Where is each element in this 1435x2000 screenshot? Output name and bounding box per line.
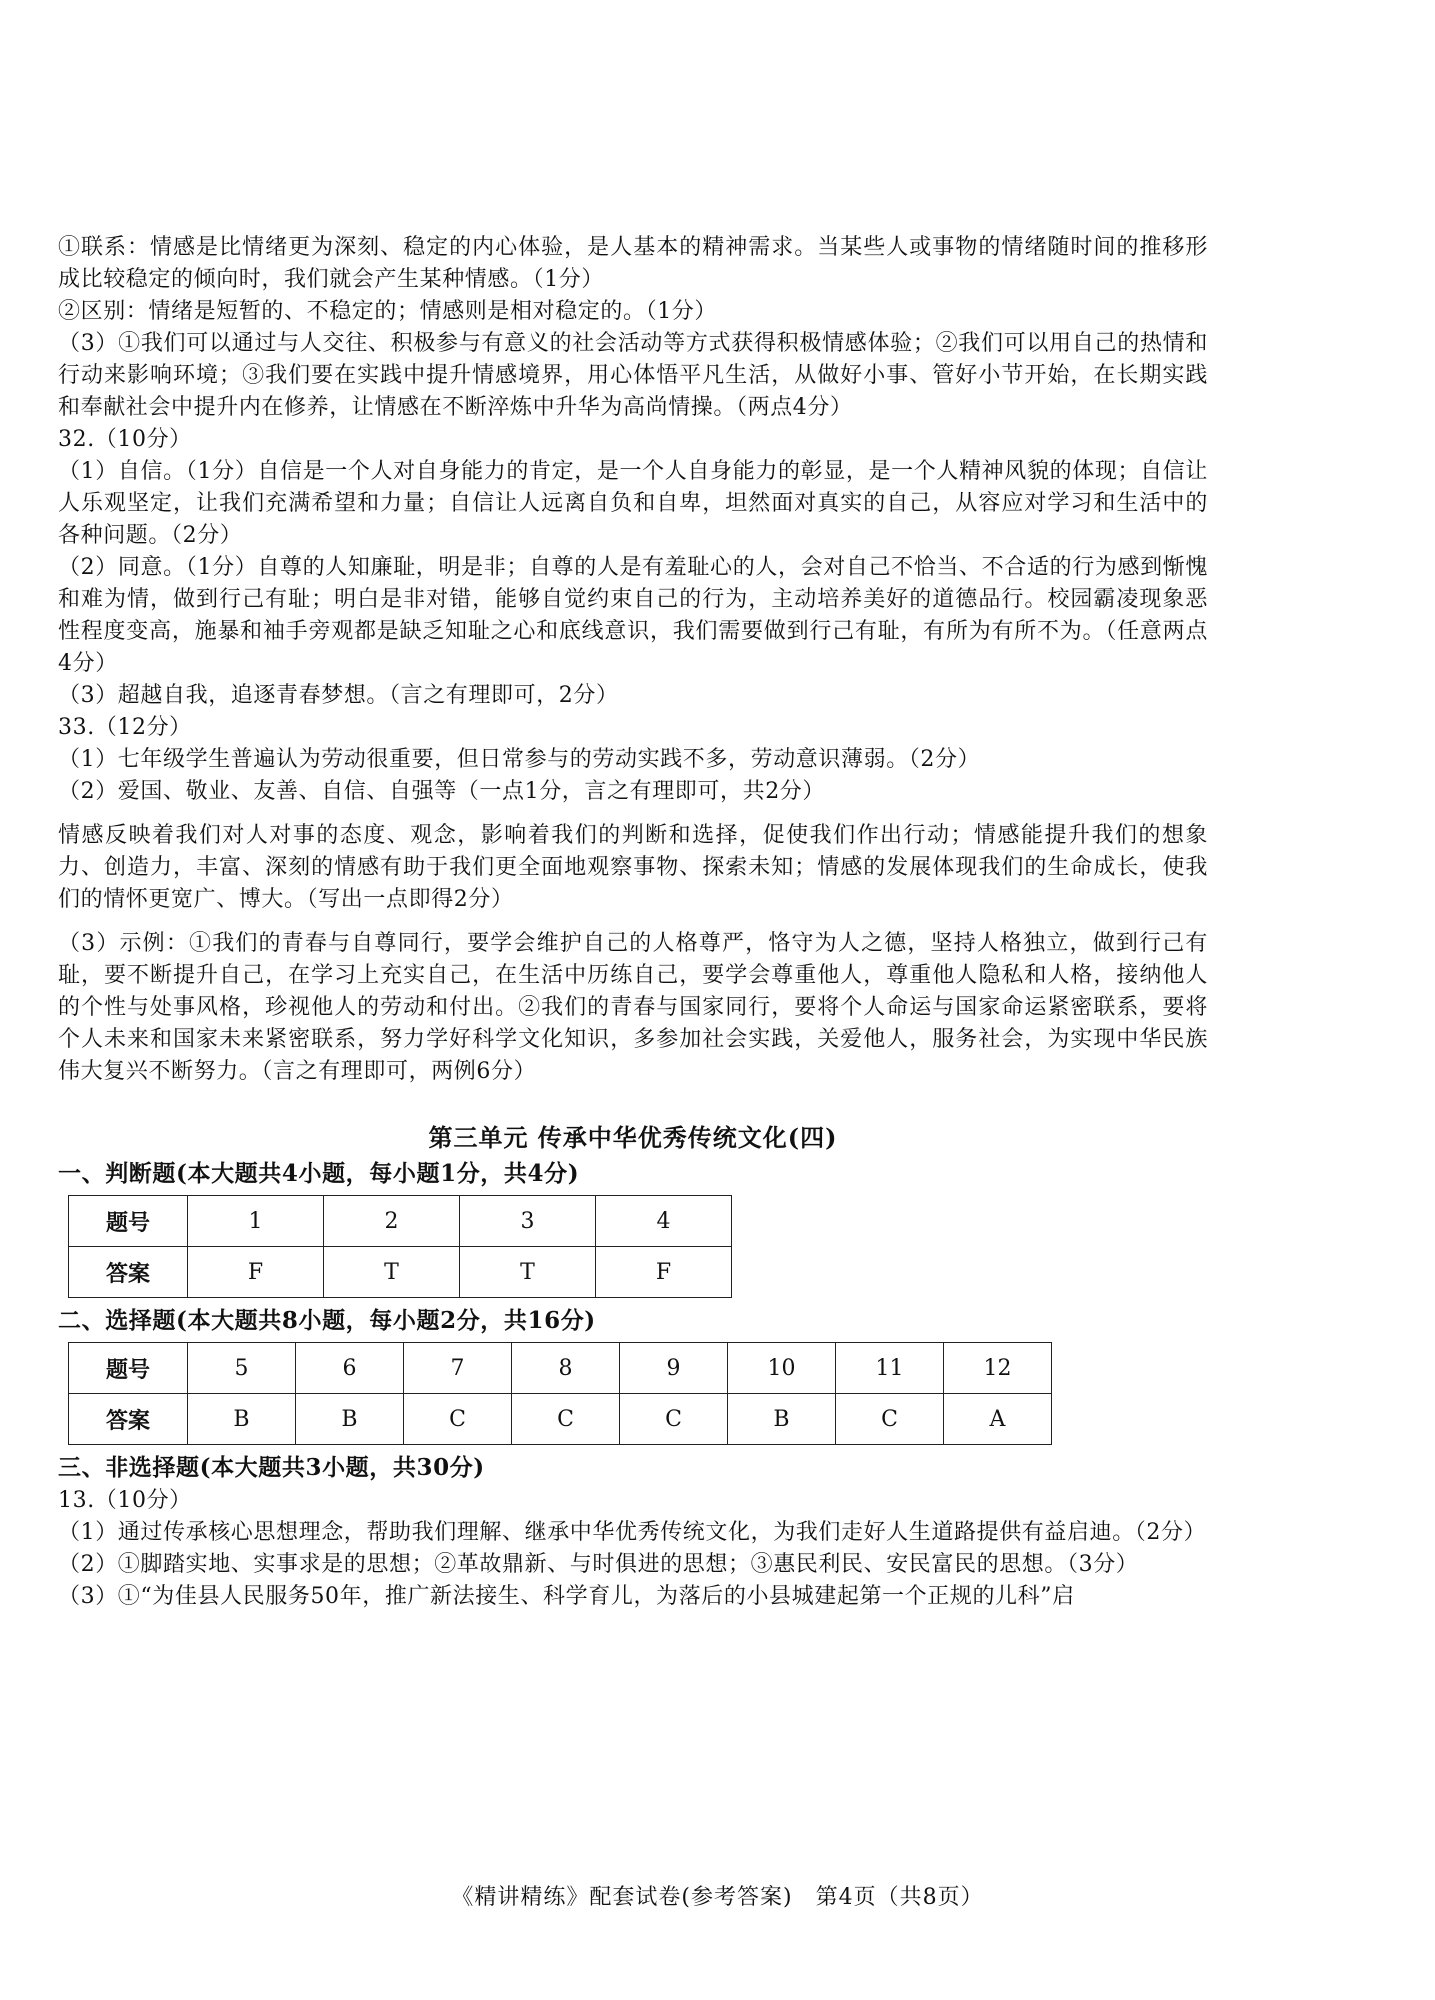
paragraph: （3）超越自我，追逐青春梦想。（言之有理即可，2分）: [58, 683, 619, 708]
question-heading: 33.（12分）: [58, 715, 192, 740]
page-footer: 《精讲精练》配套试卷(参考答案) 第4页（共8页）: [451, 1885, 984, 1910]
table-row: [69, 1247, 732, 1298]
question-heading: 32.（10分）: [58, 427, 192, 452]
unit-title: 第三单元 传承中华优秀传统文化(四): [428, 1123, 838, 1152]
part-title: 二、选择题(本大题共8小题，每小题2分，共16分): [58, 1307, 596, 1334]
part-title: 三、非选择题(本大题共3小题，共30分): [58, 1454, 485, 1481]
table-head-cell: 题号: [69, 1196, 188, 1247]
table-cell: F: [596, 1247, 732, 1298]
table-cell: C: [620, 1394, 728, 1445]
paragraph: （2）①脚踏实地、实事求是的思想；②革故鼎新、与时俱进的思想；③惠民利民、安民富民的思想。（3分）: [58, 1552, 1139, 1577]
table-row: [69, 1343, 1052, 1394]
paragraph: （1）七年级学生普遍认为劳动很重要，但日常参与的劳动实践不多，劳动意识薄弱。（2分）: [58, 747, 981, 772]
table-cell: 10: [728, 1343, 836, 1394]
table-row: [69, 1196, 732, 1247]
table-cell: 11: [836, 1343, 944, 1394]
table-cell: F: [188, 1247, 324, 1298]
table-cell: 2: [324, 1196, 460, 1247]
table-head-cell: 答案: [69, 1247, 188, 1298]
paragraph: 情感反映着我们对人对事的态度、观念，影响着我们的判断和选择，促使我们作出行动；情感能提升我们的想象力、创造力，丰富、深刻的情感有助于我们更全面地观察事物、探索未知；情感的发展体现我们的生命成长，使我们的情怀更宽广、博大。（写出一点即得2分）: [58, 823, 1208, 912]
paragraph: （2）爱国、敬业、友善、自信、自强等（一点1分，言之有理即可，共2分）: [58, 779, 825, 804]
table-cell: 7: [404, 1343, 512, 1394]
table-cell: B: [728, 1394, 836, 1445]
table-cell: 3: [460, 1196, 596, 1247]
table-row: [69, 1394, 1052, 1445]
table-cell: 1: [188, 1196, 324, 1247]
question-heading: 13.（10分）: [58, 1488, 192, 1513]
table-cell: C: [512, 1394, 620, 1445]
table-cell: B: [188, 1394, 296, 1445]
part-title: 一、判断题(本大题共4小题，每小题1分，共4分): [58, 1160, 580, 1187]
table-head-cell: 答案: [69, 1394, 188, 1445]
table-cell: C: [836, 1394, 944, 1445]
paragraph: （3）示例：①我们的青春与自尊同行，要学会维护自己的人格尊严，恪守为人之德，坚持人格独立，做到行己有耻，要不断提升自己，在学习上充实自己，在生活中历练自己，要学会尊重他人，尊重他人隐私和人格，接纳他人的个性与处事风格，珍视他人的劳动和付出。②我们的青春与国家同行，要将个人命运与国家命运紧密联系，要将个人未来和国家未来紧密联系，努力学好科学文化知识，多参加社会实践，关爱他人，服务社会，为实现中华民族伟大复兴不断努力。（言之有理即可，两例6分）: [58, 931, 1208, 1084]
answer-content: [58, 232, 1208, 1613]
paragraph: （2）同意。（1分）自尊的人知廉耻，明是非；自尊的人是有羞耻心的人，会对自己不恰当、不合适的行为感到惭愧和难为情，做到行己有耻；明白是非对错，能够自觉约束自己的行为，主动培养美好的道德品行。校园霸凌现象恶性程度变高，施暴和袖手旁观都是缺乏知耻之心和底线意识，我们需要做到行己有耻，有所为有所不为。（任意两点4分）: [58, 555, 1208, 676]
table-cell: C: [404, 1394, 512, 1445]
paragraph: （3）①“为佳县人民服务50年，推广新法接生、科学育儿，为落后的小县城建起第一个正规的儿科”启: [58, 1584, 1075, 1609]
paragraph: ②区别：情绪是短暂的、不稳定的；情感则是相对稳定的。（1分）: [58, 299, 717, 324]
table-cell: A: [944, 1394, 1052, 1445]
table-cell: 12: [944, 1343, 1052, 1394]
table-cell: 4: [596, 1196, 732, 1247]
paragraph: ①联系：情感是比情绪更为深刻、稳定的内心体验，是人基本的精神需求。当某些人或事物的情绪随时间的推移形成比较稳定的倾向时，我们就会产生某种情感。（1分）: [58, 235, 1208, 292]
table-cell: T: [324, 1247, 460, 1298]
table-cell: 9: [620, 1343, 728, 1394]
table-cell: T: [460, 1247, 596, 1298]
choice-answer-table: [68, 1342, 1052, 1445]
paragraph: （1）自信。（1分）自信是一个人对自身能力的肯定，是一个人自身能力的彰显，是一个人精神风貌的体现；自信让人乐观坚定，让我们充满希望和力量；自信让人远离自负和自卑，坦然面对真实的自己，从容应对学习和生活中的各种问题。（2分）: [58, 459, 1208, 548]
table-cell: 6: [296, 1343, 404, 1394]
table-cell: 5: [188, 1343, 296, 1394]
table-cell: B: [296, 1394, 404, 1445]
paragraph: （3）①我们可以通过与人交往、积极参与有意义的社会活动等方式获得积极情感体验；②我们可以用自己的热情和行动来影响环境；③我们要在实践中提升情感境界，用心体悟平凡生活，从做好小事、管好小节开始，在长期实践和奉献社会中提升内在修养，让情感在不断淬炼中升华为高尚情操。（两点4分）: [58, 331, 1208, 420]
table-cell: 8: [512, 1343, 620, 1394]
table-head-cell: 题号: [69, 1343, 188, 1394]
paragraph: （1）通过传承核心思想理念，帮助我们理解、继承中华优秀传统文化，为我们走好人生道路提供有益启迪。（2分）: [58, 1520, 1207, 1545]
true-false-answer-table: [68, 1195, 732, 1298]
